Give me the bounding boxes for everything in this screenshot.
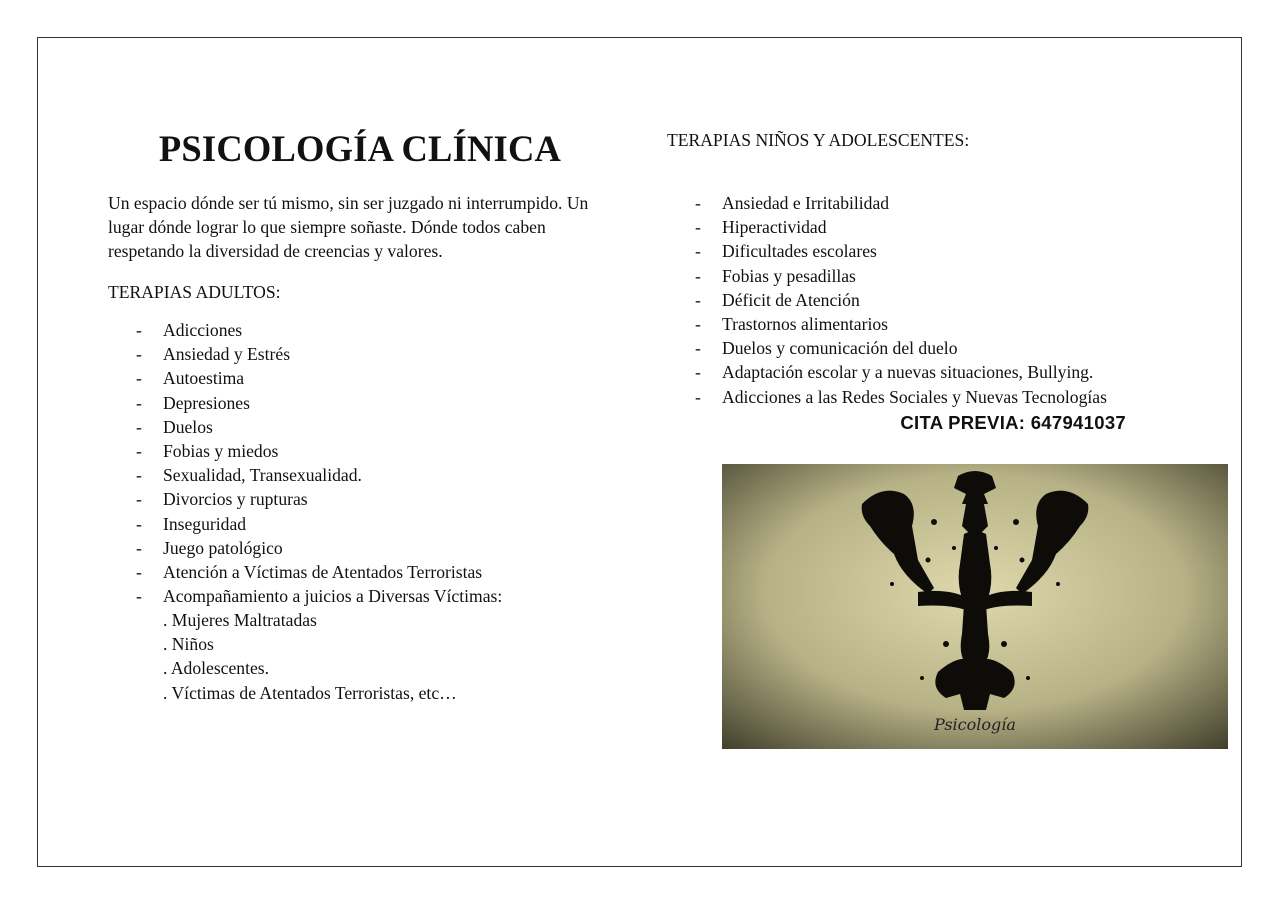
list-item: - Atención a Víctimas de Atentados Terroristas <box>136 562 483 583</box>
list-item: - Adicciones <box>136 320 243 340</box>
list-item: - Sexualidad, Transexualidad. <box>136 465 362 486</box>
children-therapies-heading: TERAPIAS NIÑOS Y ADOLESCENTES: <box>667 130 970 150</box>
list-item: - Fobias y miedos <box>136 441 279 462</box>
list-item: - Fobias y pesadillas <box>695 265 856 286</box>
list-item: - Juego patológico <box>136 537 283 558</box>
sublist-item: . Niños <box>163 634 214 655</box>
sublist-item: . Adolescentes. <box>163 658 270 679</box>
appointment-phone: CITA PREVIA: 647941037 <box>900 412 1126 433</box>
list-item: - Inseguridad <box>136 513 247 534</box>
children-therapies-list <box>695 191 1107 409</box>
list-item: - Ansiedad y Estrés <box>136 344 291 365</box>
page-title: PSICOLOGÍA CLÍNICA <box>158 128 562 169</box>
inkblot-psi-image <box>722 464 1228 749</box>
list-item: - Ansiedad e Irritabilidad <box>695 193 890 213</box>
list-item: - Adaptación escolar y a nuevas situaciones, Bullying. <box>695 362 1094 383</box>
sublist-item: . Víctimas de Atentados Terroristas, etc… <box>163 682 457 703</box>
victims-sublist <box>163 608 457 705</box>
list-item: - Duelos y comunicación del duelo <box>695 338 958 359</box>
list-item: - Dificultades escolares <box>695 241 877 262</box>
list-item: - Autoestima <box>136 368 245 389</box>
list-item: - Trastornos alimentarios <box>695 314 888 335</box>
adult-therapies-list <box>136 318 503 608</box>
intro-paragraph: Un espacio dónde ser tú mismo, sin ser juzgado ni interrumpido. Un lugar dónde lograr lo que siempre soñaste. Dónde todos caben respetando la diversidad de creencias y valores. <box>108 193 589 262</box>
inkblot-psi-icon <box>722 464 1228 749</box>
adult-therapies-heading: TERAPIAS ADULTOS: <box>108 282 281 302</box>
list-item: - Depresiones <box>136 392 250 413</box>
list-item: - Hiperactividad <box>695 217 827 238</box>
list-item: - Divorcios y rupturas <box>136 489 308 510</box>
list-item: - Adicciones a las Redes Sociales y Nuevas Tecnologías <box>695 386 1107 407</box>
image-signature: Psicología <box>934 715 1016 734</box>
list-item: - Duelos <box>136 416 213 437</box>
list-item: - Acompañamiento a juicios a Diversas Víctimas: <box>136 586 503 607</box>
list-item: - Déficit de Atención <box>695 289 860 310</box>
sublist-item: . Mujeres Maltratadas <box>163 610 317 630</box>
